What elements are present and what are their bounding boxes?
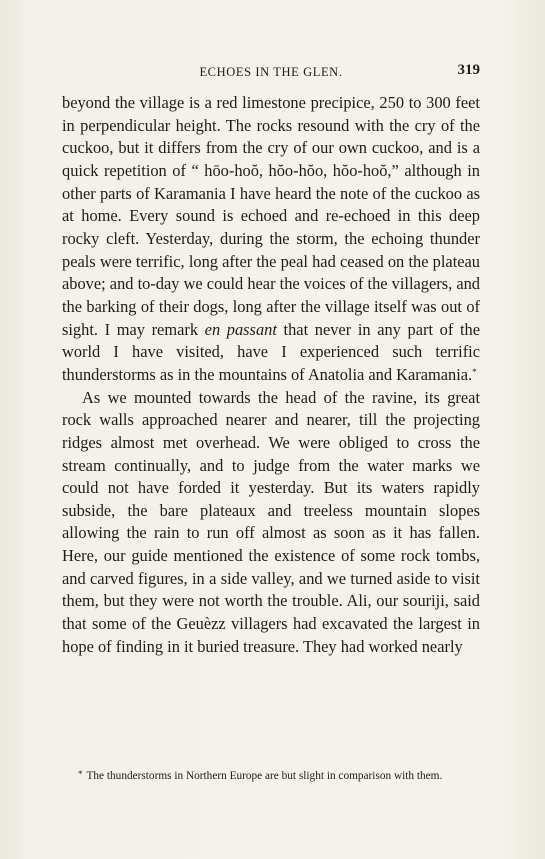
running-title: ECHOES IN THE GLEN.: [199, 65, 343, 79]
footnote: [62, 766, 482, 784]
footnote-text: The thunderstorms in Northern Europe are but slight in comparison with them.: [86, 770, 443, 782]
footnote-marker: *: [78, 769, 83, 779]
footnote-reference: *: [472, 366, 477, 377]
paragraph-2: As we mounted towards the head of the ravine, its great rock walls approached nearer and nearer, till the projecting ridges almost met overhead. We were obliged to cross the stream continually, and to judge from the water marks we could not have forded it yesterday. But its waters rapidly subside, the bare plateaux and treeless mountain slopes allowing the rain to run off almost as soon as it has fallen. Here, our guide mentioned the existence of some rock tombs, and carved figures, in a side valley, and we turned aside to visit them, but they were not worth the trouble. Ali, our souriji, said that some of the Geuèzz villagers had excavated the largest in hope of finding in it buried treasure. They had worked nearly: [62, 387, 480, 656]
paragraph-1: [62, 92, 480, 387]
running-head: [62, 62, 480, 82]
page-number: 319: [457, 62, 480, 78]
paragraph-1-text-a: beyond the village is a red limestone precipice, 250 to 300 feet in perpendicular height. The rocks resound with the cry of the cuckoo, but it differs from the cry of our own cuckoo, and is a quick repetition of “ hōo-hoŏ, hŏo-hŏo, hŏo-hoŏ,” although in other parts of Karamania I have heard the note of the cuckoo as at home. Every sound is echoed and re-echoed in this deep rocky cleft. Yesterday, during the storm, the echoing thunder peals were terrific, long after the peal had ceased on the plateau above; and to-day we could hear the voices of the villagers, and the barking of their dogs, long after the village itself was out of sight. I may remark: [62, 93, 480, 339]
body-text: [62, 92, 480, 658]
paragraph-1-text-b: that never in any part of the world I have visited, have I experienced such terrific thunderstorms as in the mountains of Anatolia and Karamania.: [62, 319, 480, 384]
italic-phrase: en passant: [204, 319, 277, 339]
